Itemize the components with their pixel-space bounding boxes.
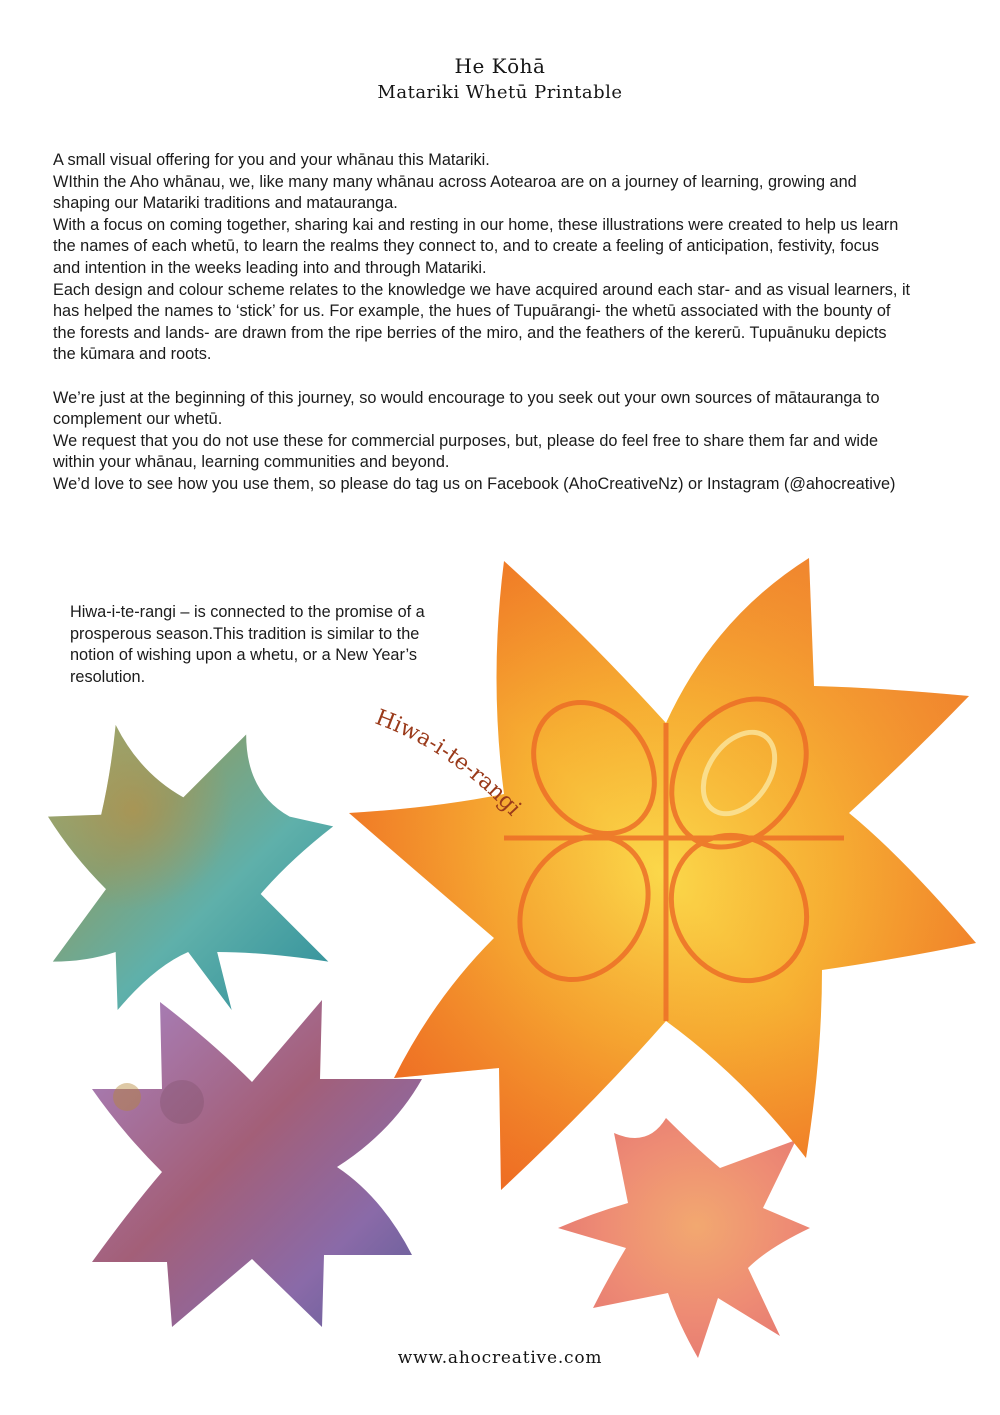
intro-text	[53, 150, 973, 496]
intro-line: With a focus on coming together, sharing kai and resting in our home, these illustrations were created to help us learn	[53, 215, 899, 234]
title-block	[0, 52, 1000, 106]
star-label: Hiwa-i-te-rangi	[371, 705, 526, 821]
website-url[interactable]: www.ahocreative.com	[397, 1348, 603, 1368]
intro-line: the forests and lands- are drawn from the ripe berries of the miro, and the feathers of the kererū. Tupuānuku depicts	[53, 323, 887, 342]
intro-line: the kūmara and roots.	[53, 345, 212, 364]
caption-line: notion of wishing upon a whetu, or a New Year’s	[70, 646, 417, 665]
intro-line: We’re just at the beginning of this journey, so would encourage to you seek out your own sources of mātauranga to	[53, 388, 880, 407]
star-icon	[344, 558, 978, 1190]
intro-line: We’d love to see how you use them, so please do tag us on Facebook (AhoCreativeNz) or Instagram (@ahocreative)	[53, 474, 896, 493]
hiwa-i-te-rangi-star-illustration	[344, 558, 978, 1190]
caption-line: resolution.	[70, 667, 146, 686]
intro-line: We request that you do not use these for commercial purposes, but, please do feel free to share them far and wide	[53, 431, 879, 450]
intro-line: Each design and colour scheme relates to the knowledge we have acquired around each star- and as visual learners, it	[53, 280, 911, 299]
intro-line: complement our whetū.	[53, 410, 223, 429]
intro-line: the names of each whetū, to learn the realms they connect to, and to create a feeling of anticipation, festivity, focus	[53, 237, 879, 256]
caption-line: Hiwa-i-te-rangi – is connected to the promise of a	[70, 603, 425, 621]
caption-line: prosperous season.This tradition is similar to the	[70, 624, 420, 643]
intro-line: and intention in the weeks leading into and through Matariki.	[53, 258, 487, 277]
page-subtitle: Matariki Whetū Printable	[377, 82, 623, 103]
intro-line: shaping our Matariki traditions and matauranga.	[53, 194, 398, 213]
paragraph-gap	[53, 366, 973, 388]
intro-line: A small visual offering for you and your whānau this Matariki.	[53, 151, 490, 169]
page-title: He Kōhā	[454, 54, 546, 78]
intro-line: within your whānau, learning communities and beyond.	[53, 453, 450, 472]
intro-line: WIthin the Aho whānau, we, like many many whānau across Aotearoa are on a journey of learning, growing and	[53, 172, 857, 191]
teal-star-illustration	[44, 720, 342, 1010]
star-icon	[44, 720, 342, 1010]
intro-line: has helped the names to ‘stick’ for us. For example, the hues of Tupuārangi- the whetū associated with the bounty of	[53, 302, 891, 321]
